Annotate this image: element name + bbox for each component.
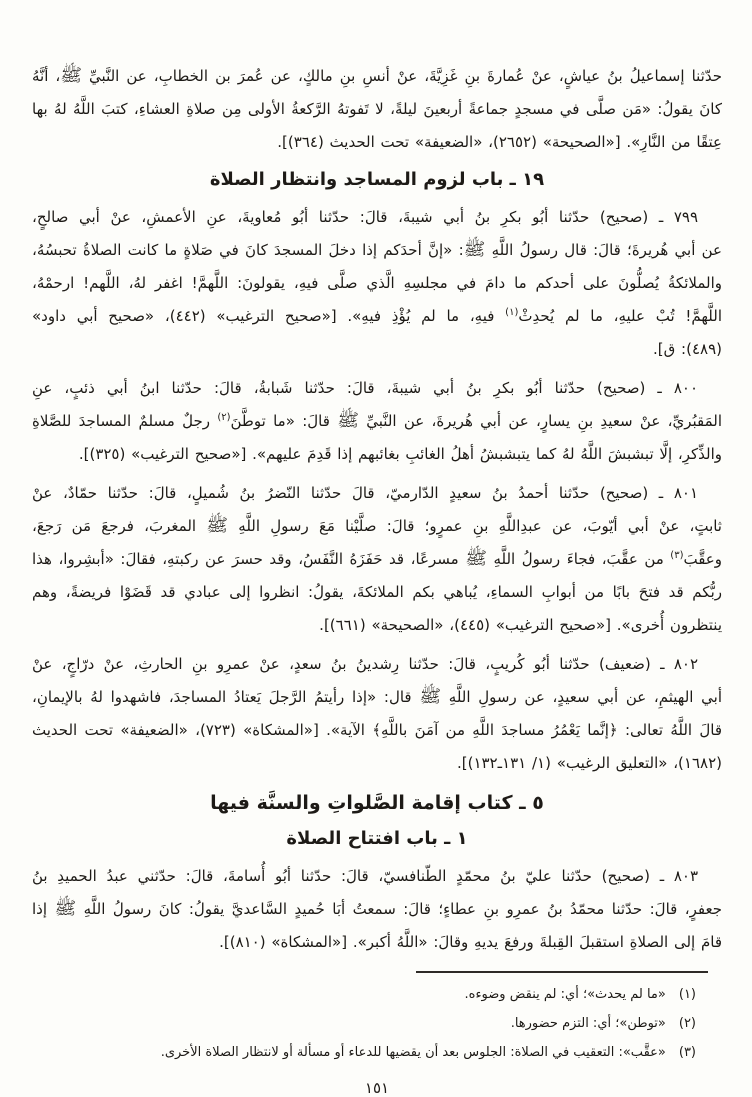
footnote-separator-rule bbox=[416, 971, 708, 973]
footnote-marker: (٢) bbox=[678, 1016, 696, 1031]
footnote-text: «توطن»؛ أي: التزم حضورها. bbox=[510, 1016, 666, 1031]
text-line: والملائكةُ يُصلُّونَ على أحدكم ما دامَ في مجلسِهِ الَّذي صلَّى فيهِ، يقولونَ: اللَّهمَّ! اغفر لهُ، اللَّهم! ارحمْهُ، bbox=[32, 274, 722, 292]
book-5-heading: ٥ ـ كتاب إقامة الصَّلواتِ والسنَّة فيها bbox=[210, 792, 544, 814]
hadith-802 bbox=[32, 648, 722, 780]
prophet-honorific-ligature: ﷺ bbox=[206, 515, 229, 536]
prophet-honorific-ligature: ﷺ bbox=[60, 65, 83, 86]
prophet-honorific-ligature: ﷺ bbox=[54, 898, 77, 919]
text-line: عِتقًا من النَّارِ». [«الصحيحة» (٢٦٥٢)، «الضعيفة» تحت الحديث (٣٦٤)]. bbox=[277, 133, 722, 151]
prophet-honorific-ligature: ﷺ bbox=[463, 239, 486, 260]
text-line: والذِّكرِ، إلَّا تبشبشَ اللَّهُ لهُ كما يتبشبشُ أهلُ الغائبِ بغائبهم إذا قَدِمَ عليهم». [«صحيح الترغيب» (٣٢٥)]. bbox=[78, 445, 722, 463]
text-line: ٨٠١ ـ (صحيح) حدّثنا أحمدُ بنُ سعيدٍ الدّارميّ، قالَ حدّثنا النّضرُ بنُ شُميلٍ، قالَ: حدّثنا حمّادٌ، عنْ bbox=[32, 484, 698, 502]
text-line: (٤٨٩): ق]. bbox=[653, 340, 722, 358]
footnote-3 bbox=[32, 1038, 722, 1067]
text-line: أبي الهيثمِ، عن أبي سعيدٍ، عن رسولِ اللَّهِ ﷺ قال: «إذا رأيتمُ الرَّجلَ يَعتادُ المساجدَ، فاشهدوا لهُ بالإيمانِ، bbox=[32, 686, 722, 707]
footnote-ref: (٢) bbox=[217, 412, 231, 423]
footnote-1 bbox=[32, 980, 722, 1009]
hadith-799 bbox=[32, 201, 722, 366]
text-line: ٨٠٢ ـ (ضعيف) حدّثنا أبُو كُريبٍ، قالَ: حدّثنا رِشدينُ بنُ سعدٍ، عنْ عمرِو بنِ الحارثِ، عنْ درّاجٍ، عنْ bbox=[32, 655, 698, 673]
hadith-800 bbox=[32, 372, 722, 471]
text-line: اللَّهمَّ! تُبْ عليهِ، ما لم يُحدِثْ$^{(١)}$ فيهِ، ما لم يُؤْذِ فيهِ». [«صحيح الترغيب» (٤٤٢)، «صحيح أبي داود» bbox=[32, 307, 722, 325]
text-line: ٨٠٠ ـ (صحيح) حدّثنا أبُو بكرِ بنُ أبي شيبةَ، قالَ: حدّثنا شَبابةُ، قالَ: حدّثنا ابنُ أبي ذئبٍ، عنِ bbox=[32, 379, 698, 397]
text-line: ينتظرون أُخرى». [«صحيح الترغيب» (٤٤٥)، «الصحيحة» (٦٦١)]. bbox=[319, 616, 722, 634]
text-line: المَقبُريِّ، عنْ سعيدِ بنِ يسارٍ، عن أبي هُريرةَ، عن النَّبيِّ ﷺ قالَ: «ما توطَّنَ$^{(٢)}$ رجلٌ مسلمٌ المساجدَ للصَّلاةِ bbox=[32, 410, 722, 431]
chapter-19-heading: ١٩ ـ باب لزوم المساجد وانتظار الصلاة bbox=[209, 169, 545, 190]
text-line: عن أبي هُريرةَ؛ قالَ: قال رسولُ اللَّهِ ﷺ: «إنَّ أحدَكم إذا دخلَ المسجدَ كانَ في صَلاةٍ ما كانت الصلاةُ تحبسُهُ، bbox=[32, 239, 722, 260]
footnote-2 bbox=[32, 1009, 722, 1038]
text-line: (١٦٨٢)، «التعليق الرغيب» (١/ ١٣١ـ١٣٢)]. bbox=[456, 754, 722, 772]
text-line: جعفرٍ، قالَ: حدّثنا محمّدُ بنُ عمرِو بنِ عطاءٍ؛ قالَ: سمعتُ أبَا حُميدٍ السَّاعديَّ يقولُ: كانَ رسولُ اللَّهِ ﷺ إذا bbox=[32, 898, 722, 919]
chapter-1-heading: ١ ـ باب افتتاح الصلاة bbox=[286, 828, 468, 849]
footnote-ref: (٣) bbox=[670, 550, 684, 561]
hadith-803 bbox=[32, 860, 722, 959]
footnote-marker: (١) bbox=[678, 987, 696, 1002]
text-line: ربُّكم قد فتحَ بابًا من أبوابِ السماءِ، يُباهي بكم الملائكةَ، يقولُ: انظروا إلى عبادي قد قَضَوْا فريضةً، وهم bbox=[32, 583, 722, 601]
prophet-honorific-ligature: ﷺ bbox=[337, 410, 359, 431]
prophet-honorific-ligature: ﷺ bbox=[419, 686, 442, 707]
hadith-801 bbox=[32, 477, 722, 642]
footnotes-block bbox=[32, 980, 722, 1067]
footnote-marker: (٣) bbox=[678, 1045, 696, 1060]
footnote-text: «ما لم يحدث»؛ أي: لم ينقض وضوءه. bbox=[464, 987, 666, 1002]
footnote-ref: (١) bbox=[505, 307, 519, 318]
prophet-honorific-ligature: ﷺ bbox=[465, 548, 487, 569]
text-line: ثابتٍ، عنْ أبي أيّوبَ، عن عبدِاللَّهِ بنِ عمرٍو؛ قالَ: صلَّيْنا مَعَ رسولِ اللَّهِ ﷺ المغربَ، فرجعَ مَن رَجعَ، bbox=[32, 515, 722, 536]
text-line: ٧٩٩ ـ (صحيح) حدّثنا أبُو بكرِ بنُ أبي شيبةَ، قالَ: حدّثنا أبُو مُعاويةَ، عنِ الأعمشِ، عنْ أبي صالحٍ، bbox=[32, 208, 698, 226]
paragraph-previous-hadith-tail bbox=[32, 60, 722, 159]
text-line: حدّثنا إسماعيلُ بنُ عياشٍ، عنْ عُمارةَ بنِ غَزِيَّةَ، عنْ أنسِ بنِ مالكٍ، عن عُمرَ بن الخطابِ، عن النَّبيِّ ﷺ، أنَّهُ bbox=[32, 65, 722, 86]
text-line: قالَ اللَّهُ تعالى: ﴿إنَّما يَعْمُرُ مساجدَ اللَّهِ من آمَنَ باللَّهِ﴾ الآية». [«المشكاة» (٧٢٣)، «الضعيفة» تحت الحديث bbox=[32, 721, 722, 739]
text-line: كانَ يقولُ: «مَن صلَّى في مسجدٍ جماعةً أربعينَ ليلةً، لا تَفوتهُ الرَّكعةُ الأولى مِن صلاةِ العشاءِ، كتبَ اللَّهُ لهُ بها bbox=[32, 100, 722, 118]
text-line: وعقَّبَ$^{(٣)}$ من عقَّبَ، فجاءَ رسولُ اللَّهِ ﷺ مسرعًا، قد حَفَزَهُ النَّفَسُ، وقد حسرَ عن ركبتهِ، فقالَ: «أبشِروا، هذا bbox=[32, 548, 722, 569]
page-number: ١٥١ bbox=[364, 1079, 390, 1097]
text-line: قامَ إلى الصلاةِ استقبلَ القِبلةَ ورفعَ يديهِ وقالَ: «اللَّهُ أكبر». [«المشكاة» (٨١٠)]. bbox=[219, 933, 722, 951]
footnote-text: «عقَّب»: التعقيب في الصلاة: الجلوس بعد أن يقضيها للدعاء أو مسألة أو لانتظار الصلاة الأخرى. bbox=[160, 1045, 666, 1060]
text-line: ٨٠٣ ـ (صحيح) حدّثنا عليّ بنُ محمّدٍ الطّنافسيّ، قالَ: حدّثنا أبُو أُسامةَ، قالَ: حدّثني عبدُ الحميدِ بنُ bbox=[32, 867, 698, 885]
